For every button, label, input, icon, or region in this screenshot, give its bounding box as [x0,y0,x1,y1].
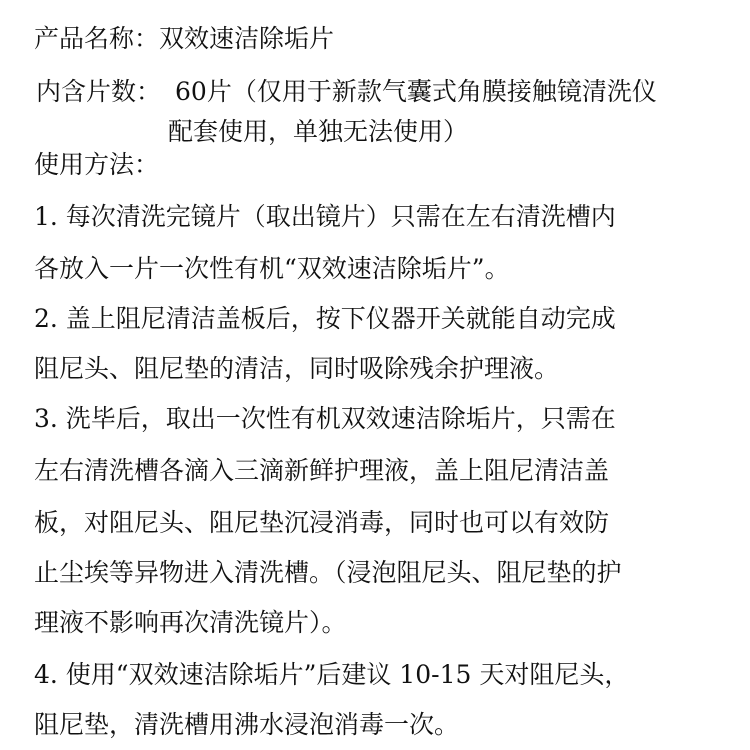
instruction-line-7: 板，对阻尼头、阻尼垫沉浸消毒，同时也可以有效防 [34,508,610,537]
instruction-line-8: 止尘埃等异物进入清洗槽。（浸泡阻尼头、阻尼垫的护 [34,558,622,587]
count-label: 内含片数： [36,77,162,106]
instruction-line-9: 理液不影响再次清洗镜片）。 [34,608,347,637]
product-name-label: 产品名称： [34,24,160,53]
usage-heading: 使用方法： [34,150,160,179]
count-value: 60片（仅用于新款气囊式角膜接触镜清洗仪 [175,77,657,106]
count-line [36,75,657,109]
instruction-line-3: 2. 盖上阻尼清洁盖板后，按下仪器开关就能自动完成 [34,304,616,333]
instruction-line-2: 各放入一片一次性有机“双效速洁除垢片”。 [34,254,510,283]
instruction-line-10: 4. 使用“双效速洁除垢片”后建议 10-15 天对阻尼头， [34,660,630,689]
instruction-line-11: 阻尼垫，清洗槽用沸水浸泡消毒一次。 [34,710,460,739]
product-name-value: 双效速洁除垢片 [159,24,335,53]
instruction-line-5: 3. 洗毕后，取出一次性有机双效速洁除垢片，只需在 [34,404,616,433]
instruction-line-1: 1. 每次清洗完镜片（取出镜片）只需在左右清洗槽内 [34,202,616,231]
instruction-line-6: 左右清洗槽各滴入三滴新鲜护理液，盖上阻尼清洁盖 [34,456,610,485]
instruction-line-4: 阻尼头、阻尼垫的清洁，同时吸除残余护理液。 [34,354,560,383]
count-value-continuation: 配套使用，单独无法使用） [168,117,469,146]
product-name-line [34,22,334,56]
